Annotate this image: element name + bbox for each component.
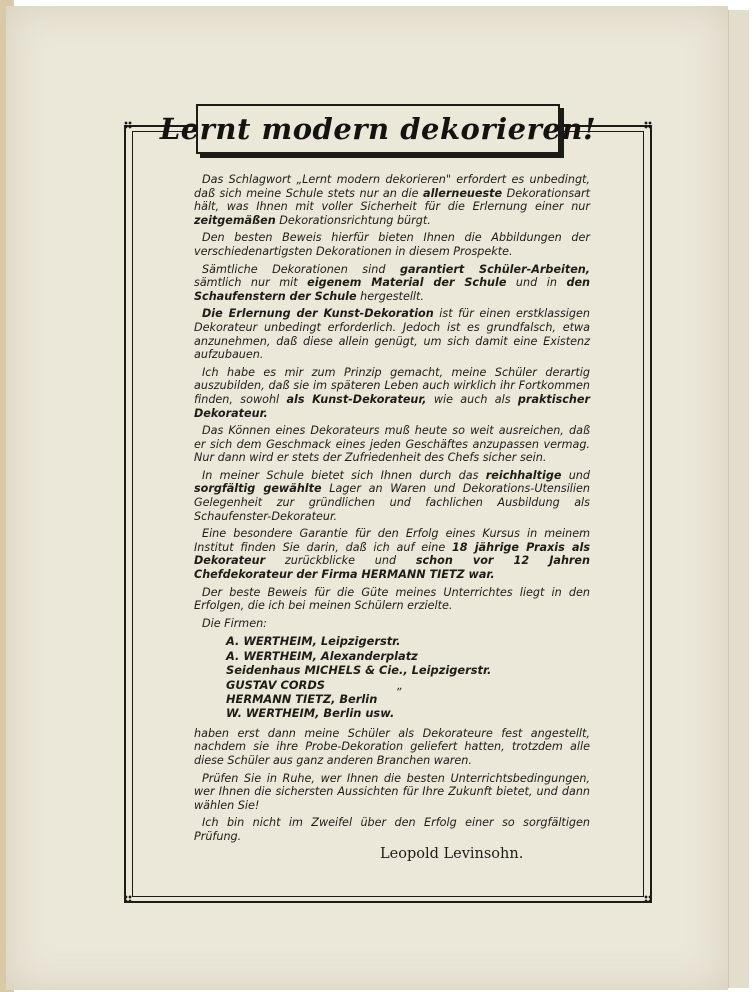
text-run: Dekorationsrichtung bürgt. [275,213,431,227]
body-paragraph [194,173,590,227]
ditto-mark: „ [396,677,403,692]
body-paragraph [194,307,590,361]
text-run: Der beste Beweis für die Güte meines Unterrichtes liegt in den Erfolgen, die ich bei meinen Schülern erzielte. [194,585,590,613]
text-run: Sämtliche Dekorationen sind [202,262,400,276]
text-run: und [561,468,590,482]
closing-paragraph: haben erst dann meine Schüler als Dekorateure fest angestellt, nachdem sie ihre Probe-Dekoration geliefert hatten, trotzdem alle diese Schüler aus ganz anderen Branchen waren. [194,726,590,768]
firms-intro: Die Firmen: [202,616,267,630]
corner-ornament-bottom-left [124,895,132,903]
firm-item: A. WERTHEIM, Leipzigerstr. [226,634,401,649]
corner-ornament-top-left [124,121,132,129]
firm-name: GUSTAV CORDS [226,677,325,692]
emphasized-text: als Kunst-Dekorateur, [286,392,427,406]
firms-list [226,634,590,720]
firm-item [226,678,590,692]
emphasized-text: schon vor 12 Jahren Chefdekorateur der Firma HERMANN TIETZ war. [194,554,590,582]
signature: Leopold Levinsohn. [380,846,524,862]
text-run: Das Schlagwort „Lernt modern dekorieren" erfordert es unbedingt, daß sich meine Schule stets nur an die [194,173,590,200]
emphasized-text: zeitgemäßen [194,213,276,227]
emphasized-text: Die Erlernung der Kunst-Dekoration [202,307,434,321]
emphasized-text: eigenem Material der Schule [307,276,507,290]
closing-paragraph: Prüfen Sie in Ruhe, wer Ihnen die besten Unterrichtsbedingungen, wer Ihnen die sichersten Aussichten für Ihre Zukunft bietet, und dann wählen Sie! [194,771,590,812]
body-paragraph [194,527,590,581]
text-run: wie auch als [426,392,518,406]
text-run: ist für einen erstklassigen Dekorateur unbedingt erforderlich. Jedoch ist es grundfalsch, etwa anzunehmen, daß diese allein genügt, um sich damit eine Existenz aufzubauen. [194,307,590,362]
emphasized-text: den Schaufenstern der Schule [194,276,590,303]
body-paragraph [194,469,590,523]
text-run: Lager an Waren und Dekorations-Utensilien Gelegenheit zur gründlichen und fachlichen Ausbildung als Schaufenster-Dekorateur. [194,482,590,523]
body-paragraph [194,586,590,613]
emphasized-text: garantiert Schüler-Arbeiten, [399,262,591,276]
closing-paragraph: Ich bin nicht im Zweifel über den Erfolg einer so sorgfältigen Prüfung. [194,816,590,843]
text-run: Das Können eines Dekorateurs muß heute so weit ausreichen, daß er sich dem Geschmack eines jeden Geschäftes anzupassen vermag. Nur dann wird er stets der Zufriedenheit des Chefs sicher sein. [194,424,590,465]
emphasized-text: sorgfältig gewählte [194,482,322,496]
body-paragraph [194,263,590,304]
firm-item: W. WERTHEIM, Berlin usw. [226,706,395,721]
firm-item: HERMANN TIETZ, Berlin [226,692,378,707]
page-fore-edge [728,10,749,988]
headline-box [159,104,597,154]
text-run: In meiner Schule bietet sich Ihnen durch das [202,468,486,482]
body-paragraph [194,366,590,420]
body-paragraph [194,231,590,258]
emphasized-text: praktischer Dekorateur. [194,392,590,420]
body-paragraphs [194,173,590,613]
emphasized-text: 18 jährige Praxis als Dekorateur [194,540,590,568]
firm-item: Seidenhaus MICHELS & Cie., Leipzigerstr. [226,663,492,678]
advertisement-text [194,173,590,848]
corner-ornament-top-right [644,121,652,129]
corner-ornament-bottom-right [644,895,652,903]
text-run: hergestellt. [356,289,424,303]
text-run: Dekorationsart hält, was Ihnen mit voller Sicherheit für die Erlernung einer nur [194,186,590,214]
text-run: und in [506,276,567,290]
emphasized-text: reichhaltige [485,468,562,482]
text-run: Eine besondere Garantie für den Erfolg eines Kursus in meinem Institut finden Sie darin, daß ich auf eine [194,527,590,554]
text-run: Den besten Beweis hierfür bieten Ihnen die Abbildungen der verschiedenartigsten Dekorationen in diesem Prospekte. [194,231,590,258]
headline: Lernt modern dekorieren! [159,112,597,146]
body-paragraph [194,424,590,465]
emphasized-text: allerneueste [423,186,503,200]
text-run: sämtlich nur mit [194,276,308,290]
text-run: Ich habe es mir zum Prinzip gemacht, meine Schüler derartig auszubilden, daß sie im späteren Leben auch wirklich ihr Fortkommen finden, sowohl [194,365,590,406]
text-run: zurückblicke und [265,554,416,568]
firm-item: A. WERTHEIM, Alexanderplatz [226,648,418,663]
